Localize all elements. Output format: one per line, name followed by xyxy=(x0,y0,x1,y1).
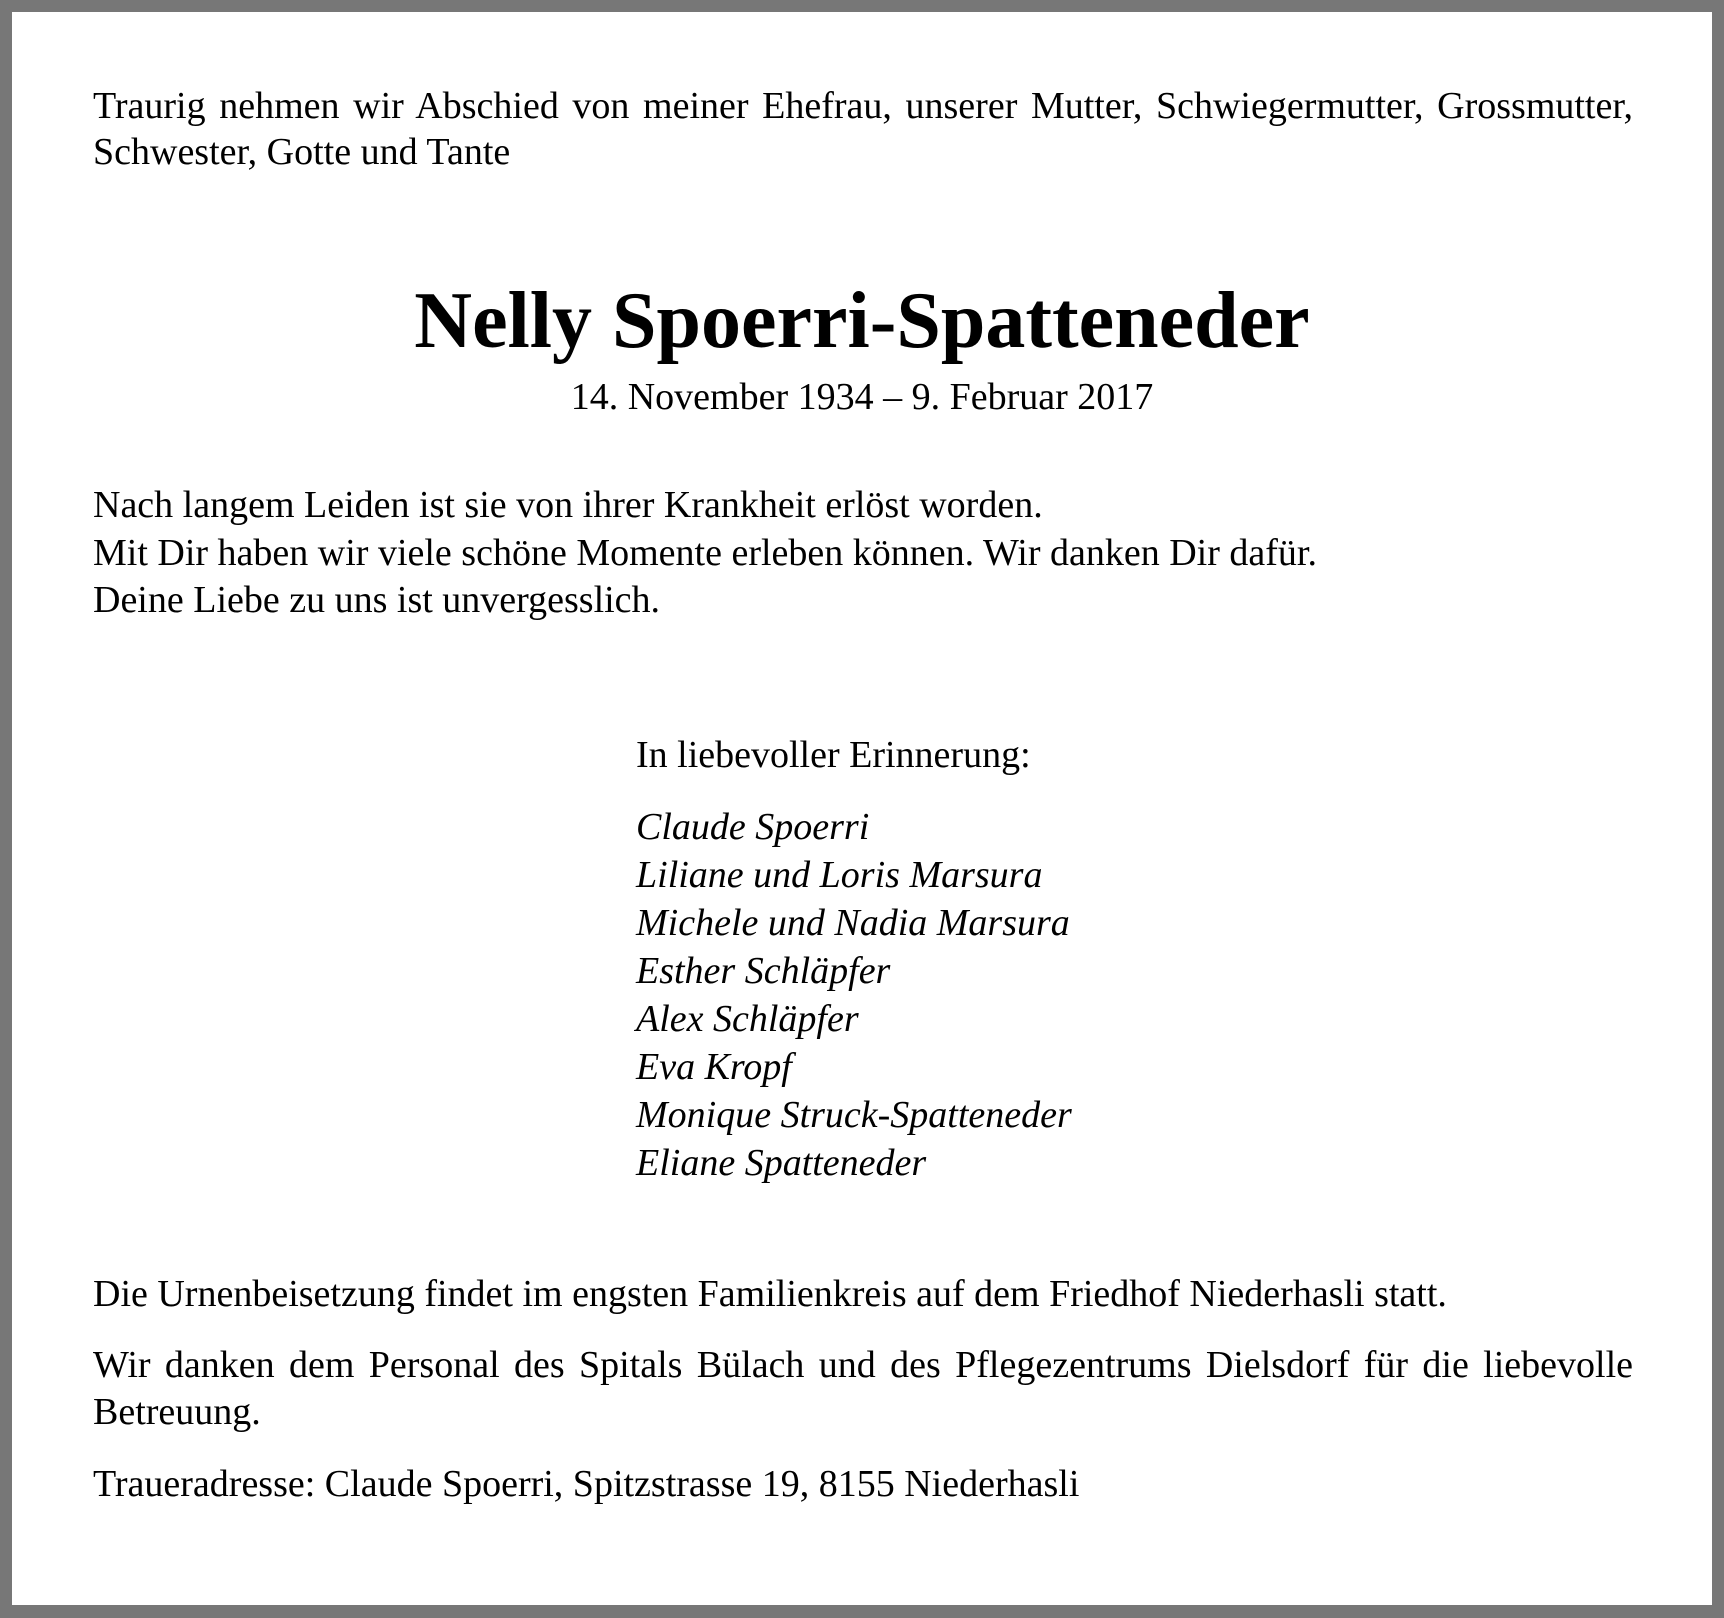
life-dates: 14. November 1934 – 9. Februar 2017 xyxy=(570,376,1154,418)
message-line: Deine Liebe zu uns ist unvergesslich. xyxy=(93,579,661,621)
deceased-name: Nelly Spoerri-Spatteneder xyxy=(414,277,1310,365)
intro-text: Traurig nehmen wir Abschied von meiner Ehefrau, unserer Mutter, Schwiegermutter, Grossmutter, Schwester, Gotte und Tante xyxy=(93,85,1633,173)
message-line: Mit Dir haben wir viele schöne Momente erleben können. Wir danken Dir dafür. xyxy=(93,531,1317,574)
remembrance-heading: In liebevoller Erinnerung: xyxy=(636,734,1031,776)
mourners-list xyxy=(636,803,1072,1187)
mourner-name: Liliane und Loris Marsura xyxy=(636,854,1043,896)
mourning-address: Traueradresse: Claude Spoerri, Spitzstrasse 19, 8155 Niederhasli xyxy=(93,1463,1080,1505)
mourner-name: Alex Schläpfer xyxy=(636,998,859,1040)
mourner-name: Esther Schläpfer xyxy=(636,950,891,992)
mourner-name: Monique Struck-Spatteneder xyxy=(636,1094,1072,1136)
mourner-name: Michele und Nadia Marsura xyxy=(636,902,1070,944)
thanks-note: Wir danken dem Personal des Spitals Bülach und des Pflegezentrums Dielsdorf für die liebevolle Betreuung. xyxy=(93,1344,1633,1433)
message xyxy=(93,482,1317,625)
message-line: Nach langem Leiden ist sie von ihrer Krankheit erlöst worden. xyxy=(93,484,1043,526)
burial-note: Die Urnenbeisetzung findet im engsten Familienkreis auf dem Friedhof Niederhasli statt. xyxy=(93,1273,1447,1315)
obituary-page xyxy=(12,12,1712,1605)
mourner-name: Eliane Spatteneder xyxy=(636,1142,927,1184)
mourner-name: Eva Kropf xyxy=(636,1046,792,1088)
mourner-name: Claude Spoerri xyxy=(636,806,870,848)
